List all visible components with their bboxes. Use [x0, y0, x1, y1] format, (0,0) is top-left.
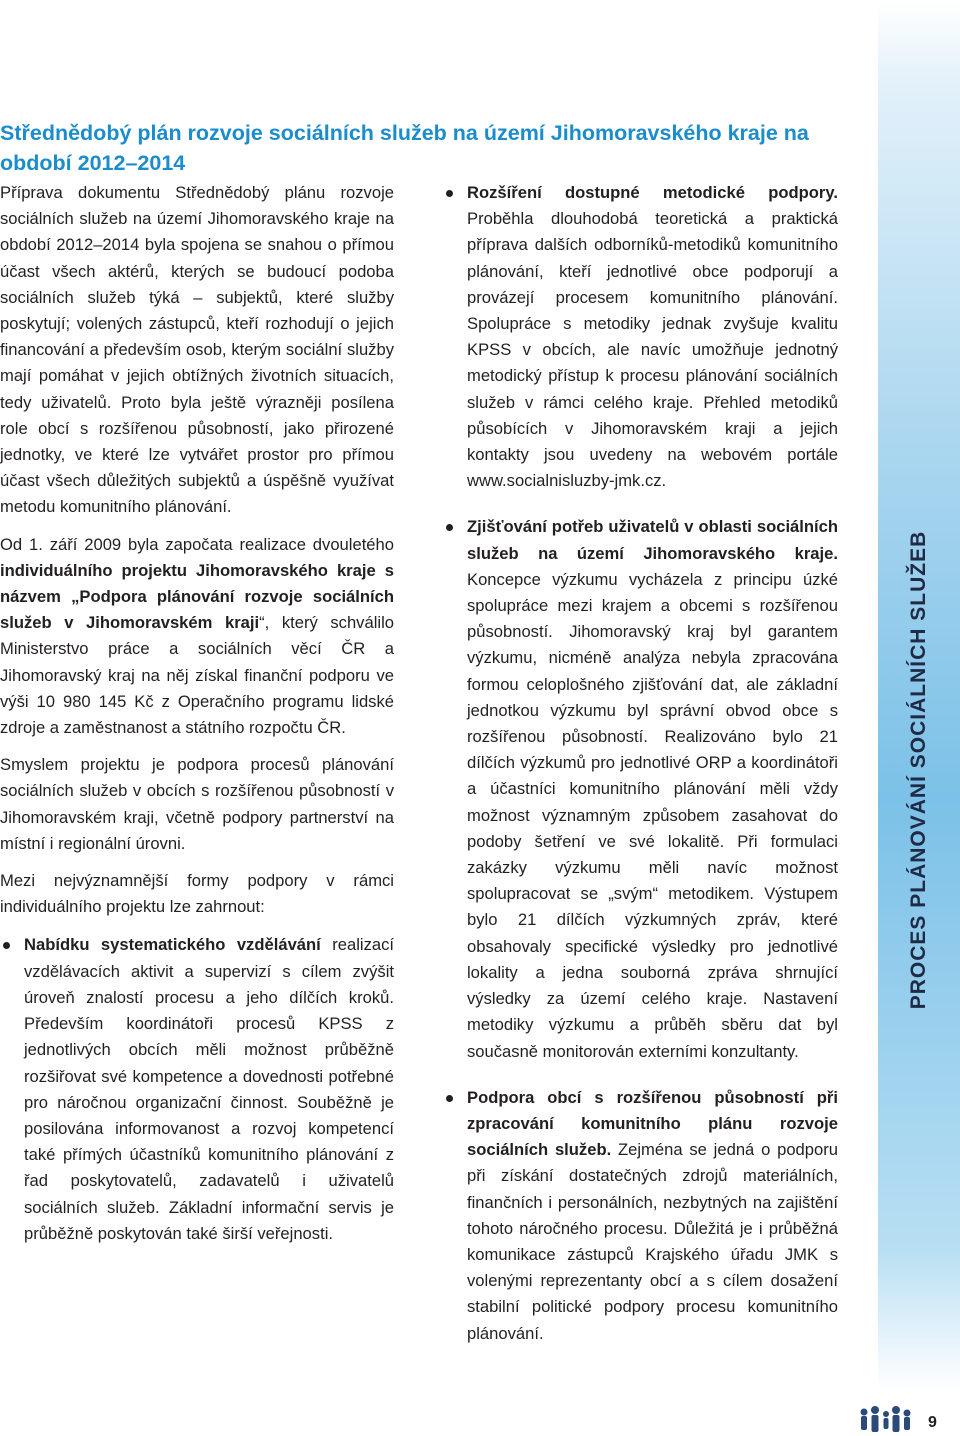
- project-name-bold: individuálního projektu Jihomoravského kraje s názvem „Podpora plánování rozvoje sociálních služeb v Jihomoravském kraji: [0, 560, 394, 633]
- right-column: [443, 180, 838, 1367]
- project-paragraph: [0, 532, 394, 742]
- support-list-right: [443, 180, 838, 1347]
- list-item: [443, 180, 838, 494]
- list-item-heading: Podpora obcí s rozšířenou působností při zpracování komunitního plánu rozvoje sociálních služeb.: [467, 1087, 838, 1160]
- support-list-left: [0, 932, 394, 1246]
- list-item-heading: Zjišťování potřeb uživatelů v oblasti sociálních služeb na území Jihomoravského kraje.: [467, 517, 838, 563]
- page-number: 9: [928, 1414, 937, 1431]
- list-item: [443, 1085, 838, 1347]
- list-item-text: realizací vzdělávacích aktivit a supervizí s cílem zvýšit úroveň znalostí procesu a jeho dílčích kroků. Především koordinátoři procesů KPSS z jednotlivých obcích měli možnost průběžně rozšiřovat své kompetence a dovednosti potřebné pro náročnou organizační činnost. Souběžně je posilována informovanost a rozvoj kompetencí také přímých účastníků komunitního plánování z řad poskytovatelů, zadavatelů i uživatelů sociálních služeb. Základní informační servis je průběžně poskytován také širší veřejnosti.: [24, 935, 394, 1243]
- list-item-text: Proběhla dlouhodobá teoretická a praktická příprava dalších odborníků-metodiků komunitního plánování, kteří jednotlivé obce podporují a provázejí procesem komunitního plánování. Spolupráce s metodiky jednak zvyšuje kvalitu KPSS v obcích, ale navíc umožňuje jednotný metodický přístup k procesu plánování sociálních služeb v rámci celého kraje. Přehled metodiků působících v Jihomoravském kraji a jejich kontakty jsou uvedeny na webovém portále www.socialnisluzby-jmk.cz.: [467, 209, 838, 491]
- list-item: [0, 932, 394, 1246]
- list-item: [443, 514, 838, 1064]
- intro-paragraph: Příprava dokumentu Střednědobý plánu rozvoje sociálních služeb na území Jihomoravského kraje na období 2012–2014 byla spojena se snahou o přímou účast všech aktérů, kterých se budoucí podoba sociálních služeb týká – subjektů, které služby poskytují; volených zástupců, kteří rozhodují o jejich financování a především osob, kterým sociální služby mají pomáhat v jejich obtížných životních situacích, tedy uživatelů. Proto byla ještě výrazněji posílena role obcí s rozšířenou působností, jako přirozené jednotky, ve které lze vytvářet prostor pro přímou účast všech důležitých subjektů a úspěšně využívat metodu komunitního plánování.: [0, 183, 394, 517]
- list-item-text: Koncepce výzkumu vycházela z principu úzké spolupráce mezi krajem a obcemi s rozšířenou působností. Jihomoravský kraj byl garantem výzkumu, nicméně analýza nebyla zpracována formou celoplošného zjišťování dat, ale základní jednotkou výzkumu byl správní obvod obce s rozšířenou působností. Realizováno bylo 21 dílčích výzkumů pro jednotlivé ORP a koordinátoři a účastníci komunitního plánování měli vždy možnost významným způsobem zasahovat do podoby šetření ve své lokalitě. Při formulaci zakázky výzkumu měli navíc možnost spolupracovat se „svým“ metodikem. Výstupem bylo 21 dílčích výzkumných zpráv, které obsahovaly specifické výsledky pro jednotlivé lokality a jedna souborná zpráva shrnující výsledky za území celého kraje. Nastavení metodiky výzkumu a průběh sběru dat byl současně monitorován externími konzultanty.: [467, 569, 838, 1061]
- list-item-text: Zejména se jedná o podporu při získání dostatečných zdrojů materiálních, finančních i personálních, nezbytných na zajištění tohoto náročného procesu. Důležitá je i průběžná komunikace zástupců Krajského úřadu JMK s volenými reprezentanty obcí a s cílem dosažení stabilní politické podpory procesu komunitního plánování.: [467, 1140, 838, 1343]
- project-rest-text: “, který schválilo Ministerstvo práce a sociálních věcí ČR a Jihomoravský kraj na něj získal finanční podporu ve výši 10 980 145 Kč z Operačního programu lidské zdroje a zaměstnanost a státního rozpočtu ČR.: [0, 613, 394, 738]
- people-group-logo-icon: [858, 1404, 916, 1434]
- support-intro-paragraph: Mezi nejvýznamnější formy podpory v rámci individuálního projektu lze zahrnout:: [0, 871, 394, 917]
- purpose-paragraph: Smyslem projektu je podpora procesů plánování sociálních služeb v obcích s rozšířenou působností v Jihomoravském kraji, včetně podpory partnerství na místní i regionální úrovni.: [0, 755, 394, 853]
- project-lead-text: Od 1. září 2009 byla započata realizace dvouletého: [0, 534, 394, 554]
- sidebar-label: [878, 0, 960, 1436]
- left-column: [0, 180, 394, 1267]
- sidebar-label-text: PROCES PLÁNOVÁNÍ SOCIÁLNÍCH SLUŽEB: [907, 530, 930, 1010]
- list-item-heading: Rozšíření dostupné metodické podpory.: [467, 183, 838, 202]
- list-item-heading: Nabídku systematického vzdělávání: [24, 935, 321, 955]
- page-title: Střednědobý plán rozvoje sociálních služeb na území Jihomoravského kraje na období 2012–2014: [0, 121, 809, 175]
